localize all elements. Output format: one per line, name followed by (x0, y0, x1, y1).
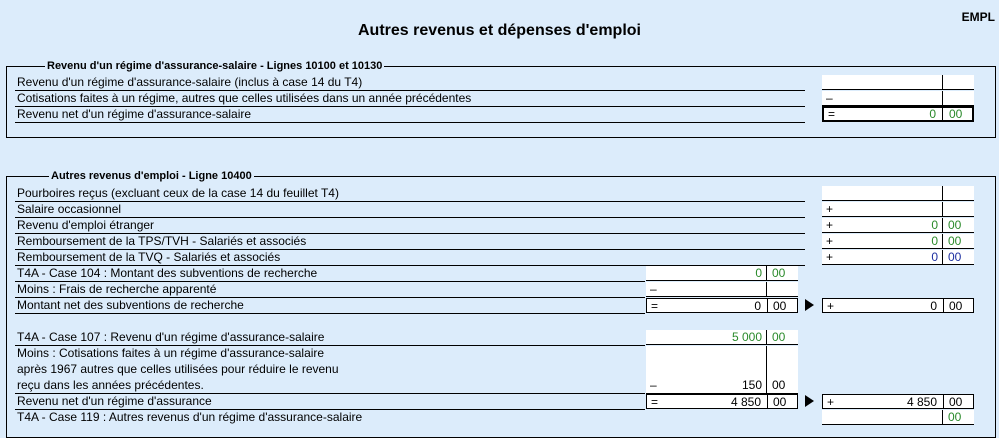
field-qst-rebate[interactable]: + 0 00 (822, 250, 974, 265)
field-insurance-transfer[interactable]: + 4 850 00 (822, 394, 974, 409)
field-partial[interactable]: 00 (822, 410, 974, 425)
row-label: Revenu d'emploi étranger (17, 218, 155, 232)
row-underline (15, 313, 645, 314)
transfer-arrow-icon (805, 395, 814, 407)
field-gst-rebate[interactable]: + 0 00 (822, 234, 974, 249)
field-net-insurance[interactable]: = 4 850 00 (646, 394, 798, 409)
field-research-expenses[interactable]: – (646, 282, 798, 297)
transfer-arrow-icon (805, 299, 814, 311)
row-label: après 1967 autres que celles utilisées pour réduire le revenu (17, 362, 339, 376)
row-label: Montant net des subventions de recherche (17, 298, 244, 312)
row-label: Salaire occasionnel (17, 202, 122, 216)
field-contributions[interactable]: – (822, 91, 974, 106)
row-underline (15, 201, 805, 202)
row-label: Revenu d'un régime d'assurance-salaire (inclus à case 14 du T4) (17, 75, 363, 89)
row-label: T4A - Case 104 : Montant des subventions de recherche (17, 266, 318, 280)
section-other-income-legend: Autres revenus d'emploi - Ligne 10400 (51, 170, 252, 182)
field-casual-salary[interactable]: + (822, 202, 974, 217)
section-wage-loss-legend: Revenu d'un régime d'assurance-salaire - Lignes 10100 et 10130 (47, 60, 383, 72)
row-label: Pourboires reçus (excluant ceux de la case 14 du feuillet T4) (17, 186, 339, 200)
section-other-employment-income (6, 170, 996, 438)
row-label: Revenu net d'un régime d'assurance (17, 394, 212, 408)
form-code: EMPL (961, 10, 995, 24)
row-label: Remboursement de la TPS/TVH - Salariés et associés (17, 234, 307, 248)
field-research-grants[interactable]: 0 00 (646, 266, 798, 281)
row-underline (15, 122, 805, 123)
field-tips[interactable] (822, 186, 974, 201)
page-title: Autres revenus et dépenses d'emploi (357, 22, 641, 39)
row-label: Moins : Frais de recherche apparenté (17, 282, 217, 296)
row-label: Moins : Cotisations faites à un régime d'assurance-salaire (17, 346, 325, 360)
field-net-wage-insurance[interactable]: = 0 00 (822, 106, 974, 122)
row-label: T4A - Case 107 : Revenu d'un régime d'assurance-salaire (17, 330, 325, 344)
field-t4a-box107[interactable]: 5 000 00 (646, 330, 798, 345)
field-insurance-contributions[interactable]: – 150 00 (646, 346, 798, 394)
field-research-transfer[interactable]: + 0 00 (822, 298, 974, 313)
field-net-research-grants[interactable]: = 0 00 (646, 298, 798, 313)
field-wage-insurance-income[interactable] (822, 75, 974, 90)
row-label: Remboursement de la TVQ - Salariés et associés (17, 250, 281, 264)
row-label: T4A - Case 119 : Autres revenus d'un régime d'assurance-salaire (17, 410, 363, 424)
row-label: reçu dans les années précédentes. (17, 378, 204, 392)
field-foreign-income[interactable]: + 0 00 (822, 218, 974, 233)
row-label: Cotisations faites à un régime, autres que celles utilisées dans un année précédentes (17, 91, 472, 105)
section-wage-loss (6, 60, 996, 138)
row-label: Revenu net d'un régime d'assurance-salaire (17, 107, 252, 121)
